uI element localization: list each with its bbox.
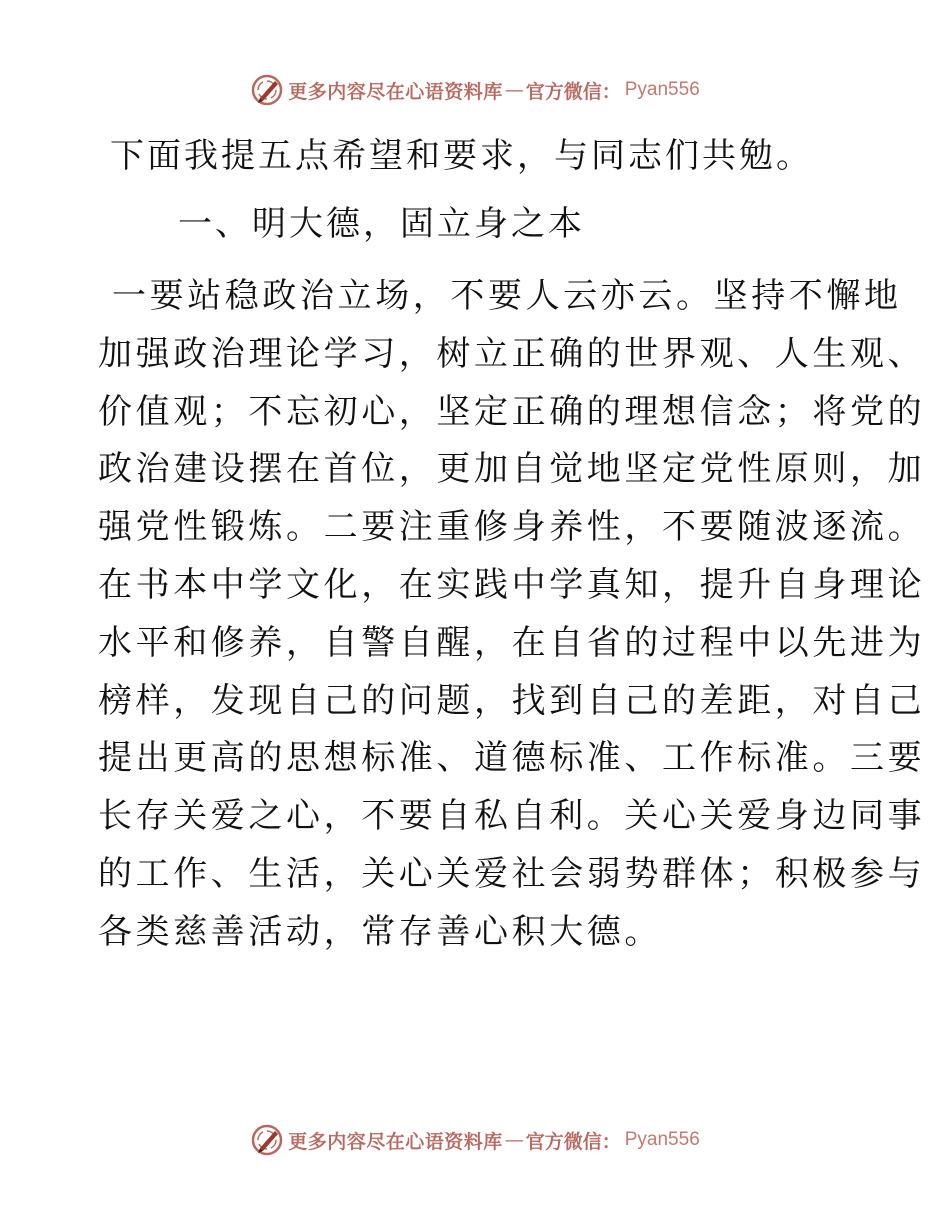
wechat-id: Pyan556 — [624, 79, 700, 100]
paragraph-line: 一要站稳政治立场，不要人云亦云。坚持不懈地 — [112, 276, 902, 316]
wechat-id: Pyan556 — [624, 1129, 700, 1150]
paragraph-line: 价值观；不忘初心，坚定正确的理想信念；将党的 — [98, 391, 926, 432]
wechat-label: 官方微信： — [525, 80, 621, 103]
footer-banner — [0, 1120, 950, 1160]
paragraph-line: 强党性锻炼。二要注重修身养性，不要随波逐流。 — [98, 507, 926, 548]
banner-separator: — — [504, 79, 524, 101]
paragraph-line: 的工作、生活，关心关爱社会弱势群体；积极参与 — [98, 853, 926, 894]
paragraph-line: 提出更高的思想标准、道德标准、工作标准。三要 — [98, 738, 926, 779]
header-banner — [0, 70, 950, 110]
paragraph-line: 加强政治理论学习，树立正确的世界观、人生观、 — [98, 333, 926, 374]
paragraph-line: 各类慈善活动，常存善心积大德。 — [98, 911, 662, 952]
body-paragraph — [98, 268, 926, 962]
promo-text: 更多内容尽在心语资料库 — [288, 80, 503, 103]
pen-circle-logo-icon — [250, 73, 284, 107]
paragraph-line: 榜样，发现自己的问题，找到自己的差距，对自己 — [98, 680, 926, 721]
banner-separator: — — [504, 1129, 524, 1151]
paragraph-line: 在书本中学文化，在实践中学真知，提升自身理论 — [98, 564, 926, 605]
wechat-label: 官方微信： — [525, 1130, 621, 1153]
paragraph-line: 政治建设摆在首位，更加自觉地坚定党性原则，加 — [98, 449, 926, 490]
pen-circle-logo-icon — [250, 1123, 284, 1157]
section-heading: 一、明大德，固立身之本 — [178, 204, 585, 244]
paragraph-line: 水平和修养，自警自醒，在自省的过程中以先进为 — [98, 622, 926, 663]
paragraph-line: 长存关爱之心，不要自私自利。关心关爱身边同事 — [98, 796, 926, 837]
promo-text: 更多内容尽在心语资料库 — [288, 1130, 503, 1153]
intro-sentence: 下面我提五点希望和要求，与同志们共勉。 — [110, 136, 813, 176]
